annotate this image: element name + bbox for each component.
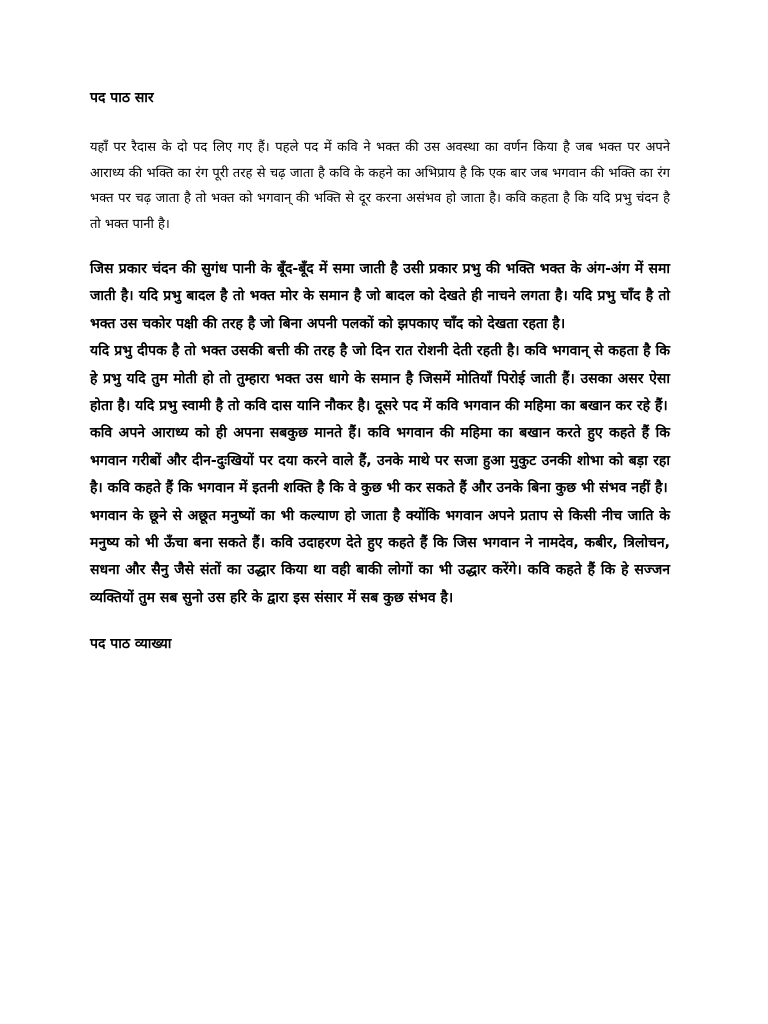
section-title: पद पाठ सार — [90, 90, 154, 106]
document-page — [90, 88, 670, 654]
body-paragraph-1: जिस प्रकार चंदन की सुगंध पानी के बूँद-बूँद में समा जाती है उसी प्रकार प्रभु की भक्ति भक्त के अंग-अंग में समा जाती है। यदि प्रभु बादल है तो भक्त मोर के समान है जो बादल को देखते ही नाचने लगता है। यदि प्रभु चाँद है तो भक्त उस चकोर पक्षी की तरह है जो बिना अपनी पलकों को झपकाए चाँद को देखता रहता है। — [90, 261, 670, 332]
body-paragraph-4: भगवान के छूने से अछूत मनुष्यों का भी कल्याण हो जाता है क्योंकि भगवान अपने प्रताप से किसी नीच जाति के मनुष्य को भी ऊँचा बना सकते हैं। कवि उदाहरण देते हुए कहते हैं कि जिस भगवान ने नामदेव, कबीर, त्रिलोचन, सधना और सैनु जैसे संतों का उद्धार किया था वही बाकी लोगों का भी उद्धार करेंगे। कवि कहते हैं कि हे सज्जन व्यक्तियों तुम सब सुनो उस हरि के द्वारा इस संसार में सब कुछ संभव है। — [90, 507, 670, 606]
body-paragraph-2: यदि प्रभु दीपक है तो भक्त उसकी बत्ती की तरह है जो दिन रात रोशनी देती रहती है। कवि भगवान् से कहता है कि हे प्रभु यदि तुम मोती हो तो तुम्हारा भक्त उस धागे के समान है जिसमें मोतियाँ पिरोई जाती हैं। उसका असर ऐसा होता है। यदि प्रभु स्वामी है तो कवि दास यानि नौकर है। दूसरे पद में कवि भगवान की महिमा का बखान कर रहे हैं। — [90, 343, 670, 415]
body-paragraph-3: कवि अपने आराध्य को ही अपना सबकुछ मानते हैं। कवि भगवान की महिमा का बखान करते हुए कहते हैं कि भगवान गरीबों और दीन-दुःखियों पर दया करने वाले हैं, उनके माथे पर सजा हुआ मुकुट उनकी शोभा को बड़ा रहा है। कवि कहते हैं कि भगवान में इतनी शक्ति है कि वे कुछ भी कर सकते हैं और उनके बिना कुछ भी संभव नहीं है। — [90, 425, 670, 497]
bottom-heading: पद पाठ व्याख्या — [90, 636, 172, 653]
intro-paragraph: यहाँ पर रैदास के दो पद लिए गए हैं। पहले पद में कवि ने भक्त की उस अवस्था का वर्णन किया है जब भक्त पर अपने आराध्य की भक्ति का रंग पूरी तरह से चढ़ जाता है कवि के कहने का अभिप्राय है कि एक बार जब भगवान की भक्ति का रंग भक्त पर चढ़ जाता है तो भक्त को भगवान् की भक्ति से दूर करना असंभव हो जाता है। कवि कहता है कि यदि प्रभु चंदन है तो भक्त पानी है। — [90, 140, 670, 232]
